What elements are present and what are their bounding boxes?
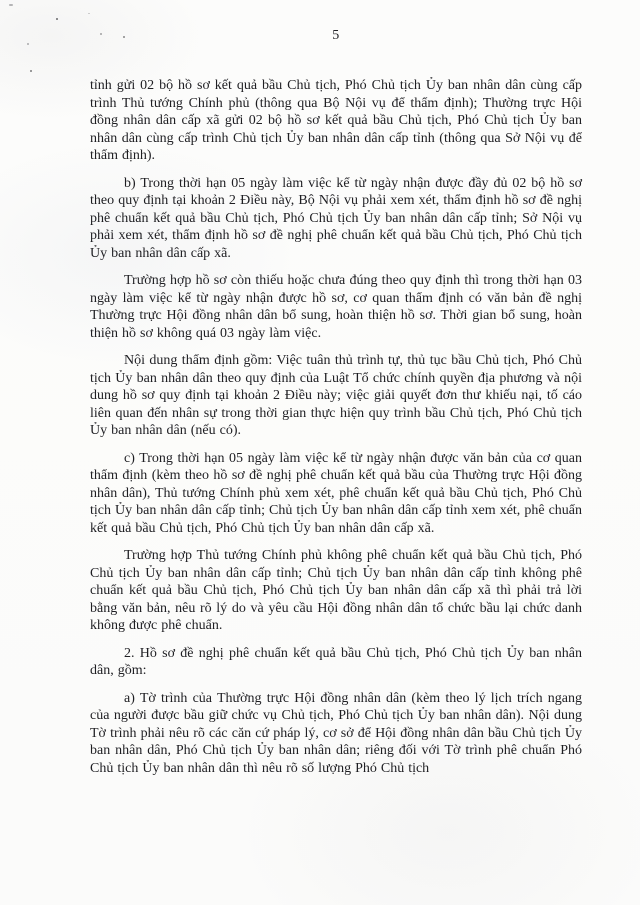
paragraph: c) Trong thời hạn 05 ngày làm việc kể từ ngày nhận được văn bản của cơ quan thẩm định (kèm theo hồ sơ đề nghị phê chuẩn kết quả bầu của Thường trực Hội đồng nhân dân), Thủ tướng Chính phủ xem xét, phê chuẩn kết quả bầu Chủ tịch, Phó Chủ tịch Ủy ban nhân dân cấp tỉnh; Chủ tịch Ủy ban nhân dân cấp tỉnh xem xét, phê chuẩn kết quả bầu Chủ tịch, Phó Chủ tịch Ủy ban nhân dân cấp xã. (90, 450, 582, 536)
paragraph: Nội dung thẩm định gồm: Việc tuân thủ trình tự, thủ tục bầu Chủ tịch, Phó Chủ tịch Ủy ban nhân dân theo quy định của Luật Tổ chức chính quyền địa phương và nội dung hồ sơ quy định tại khoản 2 Điều này; việc giải quyết đơn thư khiếu nại, tố cáo liên quan đến nhân sự trong thời gian thực hiện quy trình bầu Chủ tịch, Phó Chủ tịch Ủy ban nhân dân (nếu có). (90, 353, 582, 438)
scan-speckle (27, 43, 29, 45)
paragraph: Trường hợp Thủ tướng Chính phủ không phê chuẩn kết quả bầu Chủ tịch, Phó Chủ tịch Ủy ban nhân dân cấp tỉnh; Chủ tịch Ủy ban nhân dân cấp tỉnh không phê chuẩn kết quả bầu Chủ tịch, Phó Chủ tịch Ủy ban nhân dân cấp xã thì phải trả lời bằng văn bản, nêu rõ lý do và yêu cầu Hội đồng nhân dân tổ chức bầu lại chức danh không được phê chuẩn. (90, 548, 582, 633)
paragraph: a) Tờ trình của Thường trực Hội đồng nhân dân (kèm theo lý lịch trích ngang của người được bầu giữ chức vụ Chủ tịch, Phó Chủ tịch Ủy ban nhân dân). Nội dung Tờ trình phải nêu rõ các căn cứ pháp lý, cơ sở để Hội đồng nhân dân bầu Chủ tịch Ủy ban nhân dân, Phó Chủ tịch Ủy ban nhân dân; riêng đối với Tờ trình phê chuẩn Phó Chủ tịch Ủy ban nhân dân thì nêu rõ số lượng Phó Chủ tịch (90, 690, 582, 776)
scan-speckle (56, 18, 58, 20)
scan-speckle (9, 4, 13, 6)
page-number: 5 (332, 28, 340, 43)
scan-speckle (30, 70, 32, 72)
paragraph: b) Trong thời hạn 05 ngày làm việc kể từ ngày nhận được đầy đủ 02 bộ hồ sơ theo quy định tại khoản 2 Điều này, Bộ Nội vụ phải xem xét, thẩm định hồ sơ đề nghị phê chuẩn kết quả bầu Chủ tịch, Phó Chủ tịch Ủy ban nhân dân cấp tỉnh; Sở Nội vụ phải xem xét, thẩm định hồ sơ đề nghị phê chuẩn kết quả bầu Chủ tịch, Phó Chủ tịch Ủy ban nhân dân cấp xã. (90, 175, 582, 261)
scan-speckle (88, 13, 90, 14)
paragraph: Trường hợp hồ sơ còn thiếu hoặc chưa đúng theo quy định thì trong thời hạn 03 ngày làm việc kể từ ngày nhận được hồ sơ, cơ quan thẩm định có văn bản đề nghị Thường trực Hội đồng nhân dân bổ sung, hoàn thiện hồ sơ. Thời gian bổ sung, hoàn thiện hồ sơ không quá 03 ngày làm việc. (90, 273, 582, 341)
paragraph: 2. Hồ sơ đề nghị phê chuẩn kết quả bầu Chủ tịch, Phó Chủ tịch Ủy ban nhân dân, gồm: (90, 645, 582, 678)
paragraph: tỉnh gửi 02 bộ hồ sơ kết quả bầu Chủ tịch, Phó Chủ tịch Ủy ban nhân dân cùng cấp trình Thủ tướng Chính phủ (thông qua Bộ Nội vụ để thẩm định); Thường trực Hội đồng nhân dân cấp xã gửi 02 bộ hồ sơ kết quả bầu Chủ tịch, Phó Chủ tịch Ủy ban nhân dân cùng cấp trình Chủ tịch Ủy ban nhân dân cấp tỉnh (thông qua Sở Nội vụ để thẩm định). (90, 78, 582, 163)
document-body (90, 77, 582, 787)
